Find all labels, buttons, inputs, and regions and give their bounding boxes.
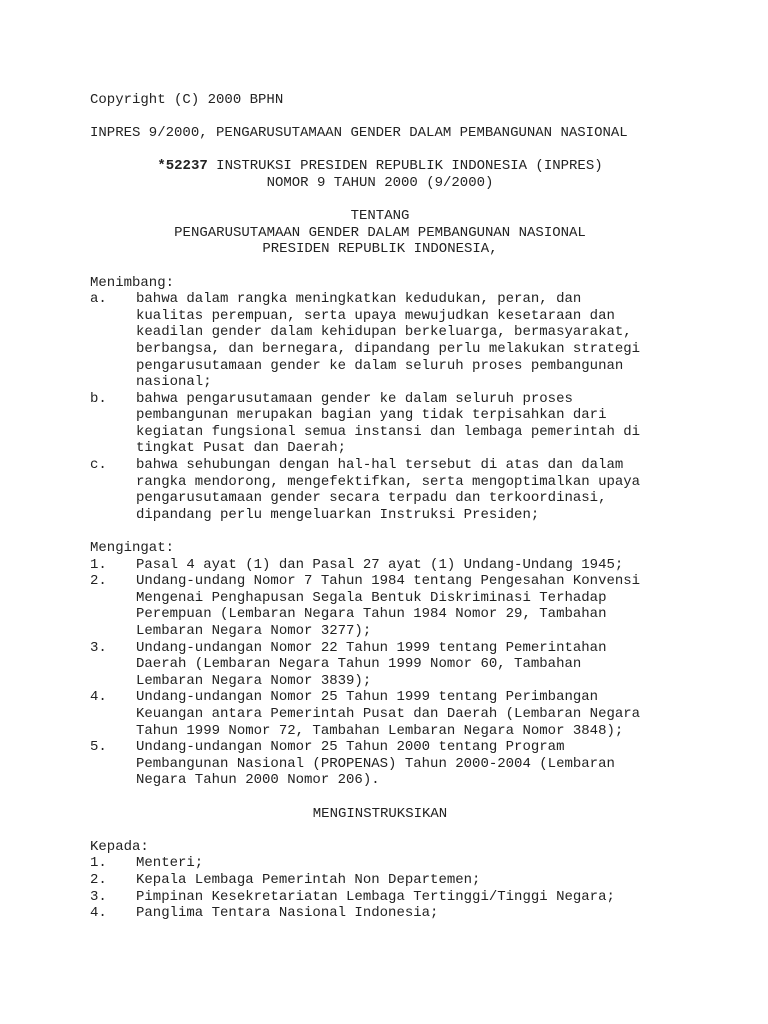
item-text: Undang-undangan Nomor 22 Tahun 1999 tentang Pemerintahan Daerah (Lembaran Negara Tahun 1999 Nomor 60, Tambahan Lembaran Negara Nomor 3839); [136,639,607,689]
reference-number: *52237 [157,158,208,175]
list-item [90,391,720,457]
copyright-line: Copyright (C) 2000 BPHN [90,92,284,108]
item-text: Pimpinan Kesekretariatan Lembaga Tertinggi/Tinggi Negara; [136,888,615,905]
item-marker: 1. [90,556,107,573]
header-line-1-text: INSTRUKSI PRESIDEN REPUBLIK INDONESIA (INPRES) [207,158,603,175]
issuer-line: PRESIDEN REPUBLIK INDONESIA, [262,241,498,258]
list-item [90,872,720,889]
item-marker: 1. [90,855,107,872]
mengingat-heading: Mengingat: [90,540,175,557]
list-item [90,889,720,906]
item-marker: a. [90,291,107,308]
menimbang-heading: Menimbang: [90,274,175,291]
item-text: Undang-undangan Nomor 25 Tahun 2000 tentang Program Pembangunan Nasional (PROPENAS) Tahun 2000-2004 (Lembaran Negara Tahun 2000 Nomor 206). [136,739,615,789]
item-marker: 4. [90,689,107,706]
item-text: Panglima Tentara Nasional Indonesia; [136,905,439,922]
header-line-1 [90,158,670,175]
tentang-heading: TENTANG [350,208,410,225]
item-text: bahwa dalam rangka meningkatkan kedudukan, peran, dan kualitas perempuan, serta upaya mewujudkan kesetaraan dan keadilan gender dalam kehidupan berkeluarga, bermasyarakat, berbangsa, dan bernegara, dipandang perlu melakukan strategi pengarusutamaan gender ke dalam seluruh proses pembangunan nasional; [136,291,641,391]
instruct-heading: MENGINSTRUKSIKAN [312,805,448,822]
item-text: bahwa pengarusutamaan gender ke dalam seluruh proses pembangunan merupakan bagian yang tidak terpisahkan dari kegiatan fungsional semua instansi dan lembaga pemerintah di tingkat Pusat dan Daerah; [136,390,641,457]
spacer [90,789,720,806]
document-page [90,92,720,922]
spacer [90,192,720,209]
list-item [90,739,720,789]
spacer [90,109,720,126]
list-item [90,689,720,739]
item-text: Kepala Lembaga Pemerintah Non Departemen; [136,871,481,888]
item-marker: 2. [90,871,107,888]
mengingat-list [90,557,720,789]
item-marker: 2. [90,573,107,590]
item-text: bahwa sehubungan dengan hal-hal tersebut di atas dan dalam rangka mendorong, mengefektifkan, serta mengoptimalkan upaya pengarusutamaan gender secara terpadu dan terkoordinasi, dipandang perlu mengeluarkan Instruksi Presiden; [136,457,641,523]
header-line-2: NOMOR 9 TAHUN 2000 (9/2000) [266,174,494,191]
subject-line: PENGARUSUTAMAAN GENDER DALAM PEMBANGUNAN NASIONAL [174,224,586,241]
item-text: Menteri; [136,855,204,872]
spacer [90,258,720,275]
menimbang-list [90,291,720,523]
item-text: Undang-undang Nomor 7 Tahun 1984 tentang Pengesahan Konvensi Mengenai Penghapusan Segala Bentuk Diskriminasi Terhadap Perempuan (Lembaran Negara Tahun 1984 Nomor 29, Tambahan Lembaran Negara Nomor 3277); [136,573,641,639]
spacer [90,822,720,839]
item-text: Undang-undangan Nomor 25 Tahun 1999 tentang Perimbangan Keuangan antara Pemerintah Pusat dan Daerah (Lembaran Negara Tahun 1999 Nomor 72, Tambahan Lembaran Negara Nomor 3848); [136,689,641,739]
item-marker: 3. [90,639,107,656]
list-item [90,905,720,922]
item-marker: c. [90,457,107,474]
item-marker: 4. [90,905,107,922]
item-text: Pasal 4 ayat (1) dan Pasal 27 ayat (1) Undang-Undang 1945; [136,556,624,573]
item-marker: 3. [90,888,107,905]
list-item [90,457,720,523]
kepada-heading: Kepada: [90,838,149,855]
list-item [90,573,720,639]
item-marker: b. [90,390,107,407]
spacer [90,523,720,540]
item-marker: 5. [90,739,107,756]
list-item [90,291,720,391]
document-title: INPRES 9/2000, PENGARUSUTAMAAN GENDER DALAM PEMBANGUNAN NASIONAL [90,125,628,142]
spacer [90,142,720,159]
list-item [90,640,720,690]
list-item [90,855,720,872]
kepada-list [90,855,720,921]
list-item [90,557,720,574]
